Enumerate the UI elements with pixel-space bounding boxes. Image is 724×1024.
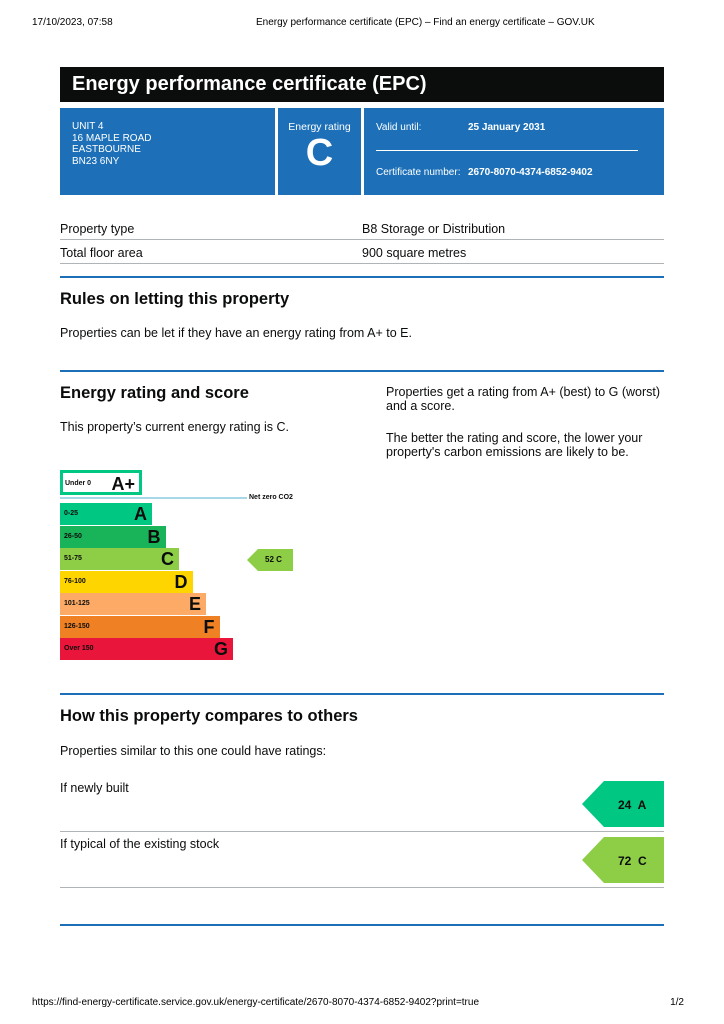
band-letter: B: [147, 526, 161, 547]
compare-rating-value: 72 C: [618, 854, 647, 868]
band-aplus: [60, 470, 142, 495]
certificate-divider: [376, 150, 638, 151]
rating-heading: Energy rating and score: [60, 384, 249, 402]
address-block: [60, 108, 275, 195]
band-letter: F: [203, 616, 215, 637]
band-range: Under 0: [65, 480, 92, 487]
print-url: https://find-energy-certificate.service.gov.uk/energy-certificate/2670-8070-4374-6852-9402?print=true: [32, 997, 480, 1008]
net-zero-line: [60, 497, 247, 499]
rating-emissions-text: The better the rating and score, the lower your property's carbon emissions are likely to be.: [386, 431, 643, 459]
band-letter: E: [188, 594, 201, 614]
floor-area-value: 900 square metres: [362, 246, 467, 260]
compare-row-label: If newly built: [60, 781, 129, 795]
certificate-box: [364, 108, 664, 195]
table-row: [60, 216, 664, 240]
current-rating-text-marker: 52 C: [265, 555, 282, 564]
property-summary-table: [60, 216, 664, 264]
energy-rating-box: [278, 108, 361, 195]
table-row: [60, 240, 664, 264]
section-divider: [60, 924, 664, 926]
page-title: Energy performance certificate (EPC): [60, 67, 664, 102]
compare-row: [60, 781, 664, 832]
band-range: 101-125: [64, 600, 90, 607]
net-zero-label: Net zero CO2: [249, 494, 293, 501]
compare-rating-value: 24 A: [618, 798, 647, 812]
section-divider: [60, 276, 664, 278]
band-range: 76-100: [64, 577, 86, 585]
certificate-number-label: Certificate number:: [376, 167, 461, 178]
address-line: EASTBOURNE: [72, 144, 141, 155]
print-datetime: 17/10/2023, 07:58: [32, 17, 113, 28]
band-e: [60, 593, 206, 615]
band-d: [60, 571, 193, 593]
band-g: [60, 638, 233, 660]
section-divider: [60, 370, 664, 372]
valid-until-value: 25 January 2031: [468, 122, 546, 133]
print-page-number: 1/2: [670, 997, 684, 1008]
band-letter: A: [134, 504, 147, 524]
compare-heading: How this property compares to others: [60, 707, 358, 725]
band-range: 126-150: [64, 622, 90, 630]
band-range: Over 150: [64, 645, 94, 652]
print-page-title: Energy performance certificate (EPC) – Find an energy certificate – GOV.UK: [256, 17, 595, 28]
band-f: [60, 616, 220, 638]
band-range: 51-75: [64, 555, 82, 562]
band-letter: A+: [111, 474, 135, 494]
rules-text: Properties can be let if they have an energy rating from A+ to E.: [60, 326, 412, 340]
band-letter: G: [213, 639, 228, 659]
certificate-number-value: 2670-8070-4374-6852-9402: [468, 167, 593, 178]
compare-row-label: If typical of the existing stock: [60, 837, 220, 851]
band-c: [60, 548, 179, 570]
band-range: 0-25: [64, 510, 79, 517]
rating-info-text: Properties get a rating from A+ (best) to G (worst) and a score.: [386, 385, 661, 413]
valid-until-label: Valid until:: [376, 122, 422, 133]
rules-heading: Rules on letting this property: [60, 290, 290, 308]
energy-rating-scale: [60, 470, 300, 665]
band-letter: D: [174, 571, 188, 592]
band-a: [60, 503, 152, 525]
current-rating-text: This property’s current energy rating is C.: [60, 420, 290, 434]
address-line: UNIT 4: [72, 121, 104, 132]
band-b: [60, 526, 166, 548]
compare-intro: Properties similar to this one could have ratings:: [60, 744, 327, 758]
property-type-value: B8 Storage or Distribution: [362, 222, 506, 236]
band-range: 26-50: [64, 532, 82, 540]
compare-row: [60, 837, 664, 888]
energy-rating-letter: C: [305, 132, 334, 174]
band-letter: C: [161, 549, 174, 569]
property-type-label: Property type: [60, 222, 135, 236]
address-line: BN23 6NY: [72, 155, 120, 167]
floor-area-label: Total floor area: [60, 246, 143, 260]
energy-rating-label: Energy rating: [288, 121, 351, 133]
section-divider: [60, 693, 664, 695]
address-line: 16 MAPLE ROAD: [72, 132, 152, 144]
